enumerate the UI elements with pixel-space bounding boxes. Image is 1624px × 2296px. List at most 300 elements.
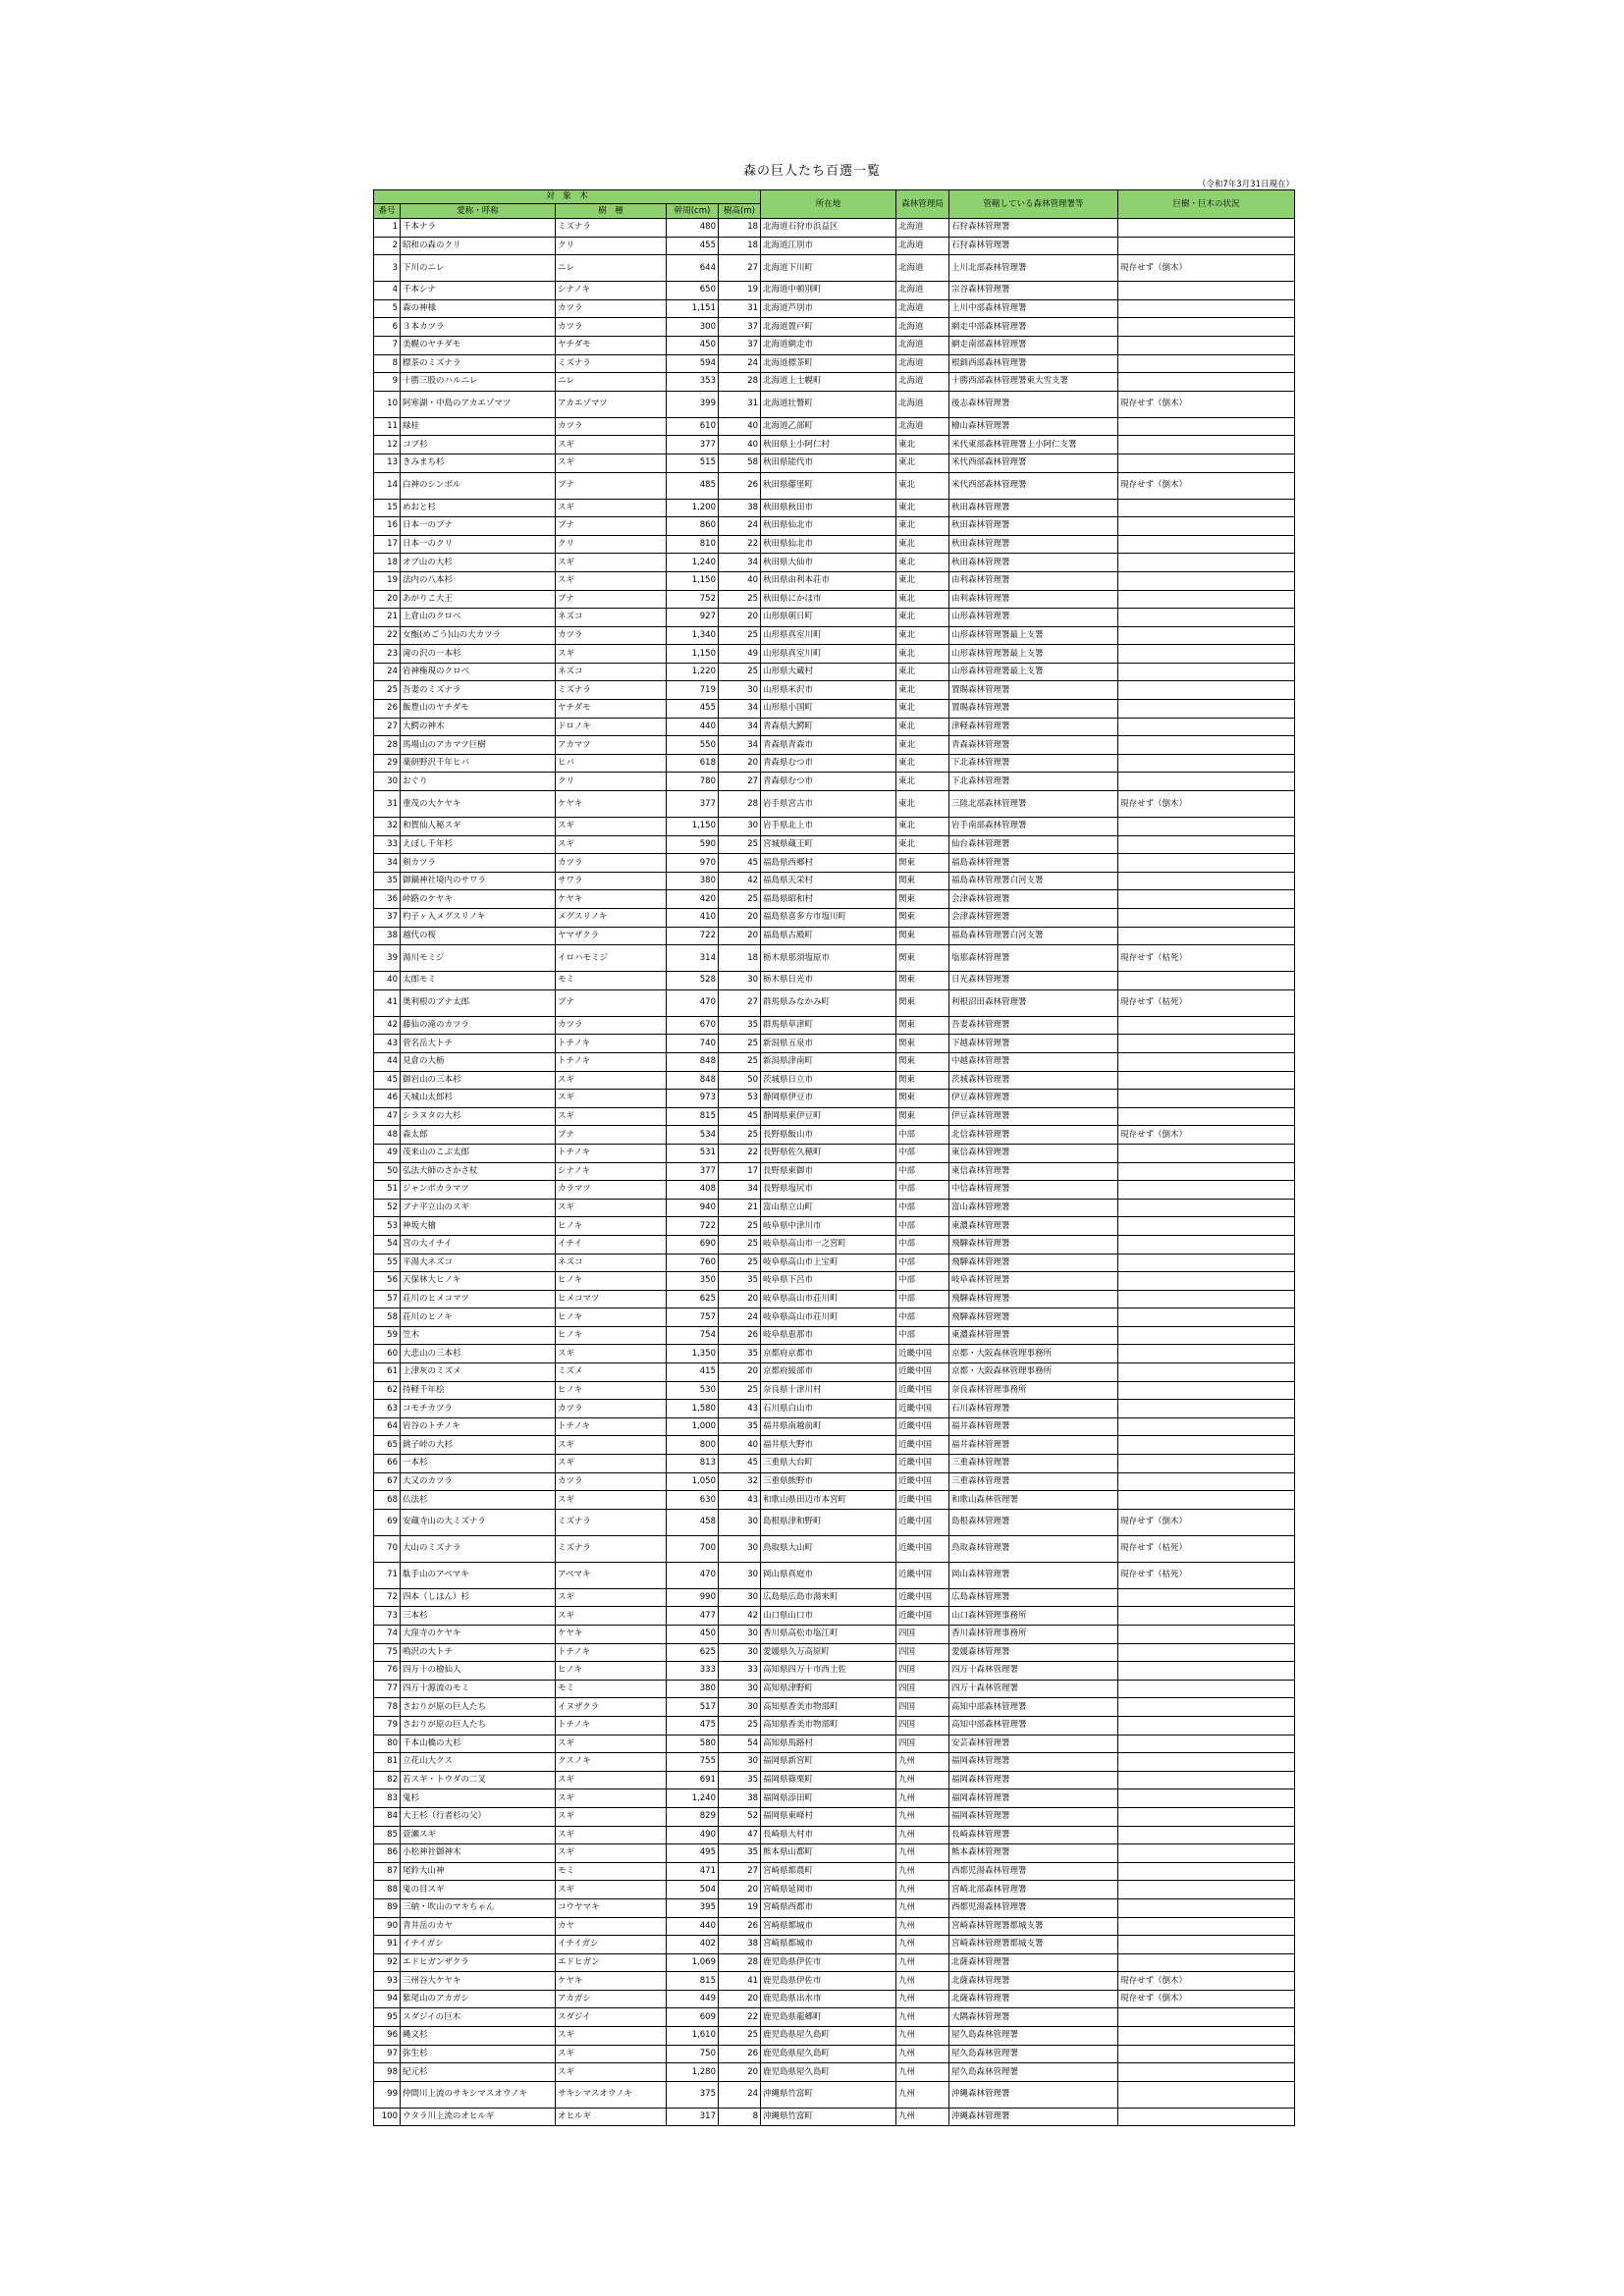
cell-bureau: 関東 bbox=[896, 872, 949, 890]
cell-species: トチノキ bbox=[556, 1035, 667, 1053]
cell-office: 塩那森林管理署 bbox=[949, 945, 1118, 972]
cell-girth: 470 bbox=[667, 1562, 719, 1588]
cell-office: 秋田森林管理署 bbox=[949, 554, 1118, 572]
cell-bureau: 中部 bbox=[896, 1181, 949, 1200]
cell-no: 40 bbox=[374, 972, 401, 990]
cell-name: イチイガシ bbox=[401, 1936, 556, 1954]
cell-location: 福井県大野市 bbox=[761, 1436, 896, 1455]
cell-location: 鳥取県大山町 bbox=[761, 1535, 896, 1562]
cell-species: ヒノキ bbox=[556, 1308, 667, 1327]
cell-name: 奥利根のブナ太郎 bbox=[401, 989, 556, 1016]
cell-girth: 490 bbox=[667, 1826, 719, 1844]
cell-status bbox=[1118, 354, 1295, 373]
cell-name: 杓子ヶ入メグスリノキ bbox=[401, 909, 556, 928]
cell-no: 7 bbox=[374, 336, 401, 354]
table-row bbox=[374, 1807, 1295, 1826]
cell-no: 25 bbox=[374, 681, 401, 700]
cell-name: きみまち杉 bbox=[401, 454, 556, 472]
cell-species: ブナ bbox=[556, 1126, 667, 1145]
cell-location: 青森県むつ市 bbox=[761, 773, 896, 791]
cell-species: ネズコ bbox=[556, 609, 667, 627]
cell-no: 76 bbox=[374, 1662, 401, 1681]
table-row bbox=[374, 872, 1295, 890]
cell-location: 奈良県十津川村 bbox=[761, 1381, 896, 1400]
cell-office: 米代東部森林管理署上小阿仁支署 bbox=[949, 436, 1118, 454]
cell-office: 福井森林管理署 bbox=[949, 1417, 1118, 1436]
cell-height: 28 bbox=[719, 1953, 761, 1972]
cell-office: 鳥取森林管理署 bbox=[949, 1535, 1118, 1562]
cell-species: ヒメコマツ bbox=[556, 1290, 667, 1308]
cell-no: 31 bbox=[374, 791, 401, 818]
cell-species: カツラ bbox=[556, 318, 667, 337]
table-row bbox=[374, 454, 1295, 472]
table-row bbox=[374, 2045, 1295, 2063]
cell-office: 下北森林管理署 bbox=[949, 754, 1118, 773]
cell-location: 新潟県津南町 bbox=[761, 1052, 896, 1071]
table-row bbox=[374, 1326, 1295, 1345]
cell-girth: 973 bbox=[667, 1090, 719, 1108]
cell-no: 1 bbox=[374, 219, 401, 238]
cell-no: 35 bbox=[374, 872, 401, 890]
cell-name: 標茶のミズナラ bbox=[401, 354, 556, 373]
cell-location: 岐阜県高山市荘川町 bbox=[761, 1308, 896, 1327]
cell-status bbox=[1118, 554, 1295, 572]
cell-name: コモチカツラ bbox=[401, 1400, 556, 1418]
cell-no: 87 bbox=[374, 1862, 401, 1881]
cell-girth: 722 bbox=[667, 1217, 719, 1236]
cell-status bbox=[1118, 1472, 1295, 1491]
cell-location: 秋田県能代市 bbox=[761, 454, 896, 472]
cell-office: 福島森林管理署白河支署 bbox=[949, 927, 1118, 945]
cell-bureau: 四国 bbox=[896, 1662, 949, 1681]
cell-bureau: 九州 bbox=[896, 1789, 949, 1808]
cell-species: スギ bbox=[556, 1607, 667, 1626]
table-row bbox=[374, 1107, 1295, 1126]
cell-height: 22 bbox=[719, 535, 761, 554]
cell-location: 山形県米沢市 bbox=[761, 681, 896, 700]
cell-girth: 449 bbox=[667, 1990, 719, 2008]
cell-bureau: 関東 bbox=[896, 972, 949, 990]
cell-bureau: 九州 bbox=[896, 1771, 949, 1789]
cell-name: 千本シナ bbox=[401, 282, 556, 300]
cell-name: 剣カツラ bbox=[401, 854, 556, 873]
cell-height: 30 bbox=[719, 1535, 761, 1562]
cell-species: トチノキ bbox=[556, 1716, 667, 1735]
cell-girth: 848 bbox=[667, 1052, 719, 1071]
table-row bbox=[374, 237, 1295, 255]
cell-species: ヒノキ bbox=[556, 1381, 667, 1400]
cell-no: 5 bbox=[374, 299, 401, 318]
cell-girth: 450 bbox=[667, 1626, 719, 1644]
cell-office: 茨城森林管理署 bbox=[949, 1071, 1118, 1090]
cell-status bbox=[1118, 2027, 1295, 2046]
cell-bureau: 中部 bbox=[896, 1235, 949, 1254]
cell-girth: 625 bbox=[667, 1643, 719, 1662]
table-row bbox=[374, 318, 1295, 337]
cell-name: 岩谷のトチノキ bbox=[401, 1417, 556, 1436]
cell-bureau: 東北 bbox=[896, 645, 949, 664]
cell-status bbox=[1118, 1217, 1295, 1236]
cell-bureau: 東北 bbox=[896, 835, 949, 854]
cell-girth: 470 bbox=[667, 989, 719, 1016]
cell-height: 35 bbox=[719, 1844, 761, 1863]
cell-species: クスノキ bbox=[556, 1753, 667, 1772]
cell-bureau: 東北 bbox=[896, 791, 949, 818]
cell-name: おぐり bbox=[401, 773, 556, 791]
cell-office: 山形森林管理署最上支署 bbox=[949, 626, 1118, 645]
cell-girth: 670 bbox=[667, 1016, 719, 1035]
cell-location: 愛媛県久万高原町 bbox=[761, 1643, 896, 1662]
cell-no: 54 bbox=[374, 1235, 401, 1254]
cell-species: カツラ bbox=[556, 1016, 667, 1035]
cell-location: 福島県天栄村 bbox=[761, 872, 896, 890]
cell-bureau: 九州 bbox=[896, 1807, 949, 1826]
cell-location: 福岡県新宮町 bbox=[761, 1753, 896, 1772]
cell-species: ミズメ bbox=[556, 1363, 667, 1382]
cell-species: クリ bbox=[556, 773, 667, 791]
cell-status bbox=[1118, 2081, 1295, 2108]
cell-girth: 480 bbox=[667, 219, 719, 238]
cell-bureau: 九州 bbox=[896, 2045, 949, 2063]
cell-office: 京都・大阪森林管理事務所 bbox=[949, 1345, 1118, 1363]
table-row bbox=[374, 1381, 1295, 1400]
table-row bbox=[374, 1199, 1295, 1217]
header-row-top bbox=[374, 190, 1295, 204]
cell-height: 47 bbox=[719, 1826, 761, 1844]
cell-girth: 1,610 bbox=[667, 2027, 719, 2046]
cell-status bbox=[1118, 1844, 1295, 1863]
cell-girth: 408 bbox=[667, 1181, 719, 1200]
cell-species: ヒノキ bbox=[556, 1662, 667, 1681]
cell-office: 津軽森林管理署 bbox=[949, 718, 1118, 736]
cell-location: 福島県古殿町 bbox=[761, 927, 896, 945]
cell-status bbox=[1118, 590, 1295, 609]
cell-office: 四万十森林管理署 bbox=[949, 1680, 1118, 1698]
cell-name: 馬場山のアカマツ巨樹 bbox=[401, 736, 556, 755]
cell-height: 34 bbox=[719, 554, 761, 572]
cell-office: 秋田森林管理署 bbox=[949, 535, 1118, 554]
cell-girth: 377 bbox=[667, 436, 719, 454]
table-row bbox=[374, 1562, 1295, 1588]
cell-status bbox=[1118, 1862, 1295, 1881]
cell-bureau: 近畿中国 bbox=[896, 1607, 949, 1626]
cell-girth: 380 bbox=[667, 872, 719, 890]
cell-bureau: 近畿中国 bbox=[896, 1455, 949, 1473]
cell-name: 湯川モミジ bbox=[401, 945, 556, 972]
cell-name: 阿寒湖・中島のアカエゾマツ bbox=[401, 391, 556, 417]
cell-species: ブナ bbox=[556, 590, 667, 609]
cell-species: イロハモミジ bbox=[556, 945, 667, 972]
cell-no: 93 bbox=[374, 1972, 401, 1991]
cell-bureau: 東北 bbox=[896, 499, 949, 517]
cell-name: 滝の沢の一本杉 bbox=[401, 645, 556, 664]
table-row bbox=[374, 1217, 1295, 1236]
cell-girth: 333 bbox=[667, 1662, 719, 1681]
cell-office: 石狩森林管理署 bbox=[949, 219, 1118, 238]
cell-office: 高知中部森林管理署 bbox=[949, 1698, 1118, 1717]
cell-height: 19 bbox=[719, 282, 761, 300]
cell-species: スギ bbox=[556, 2027, 667, 2046]
cell-name: 仏法杉 bbox=[401, 1491, 556, 1510]
cell-no: 46 bbox=[374, 1090, 401, 1108]
table-row bbox=[374, 354, 1295, 373]
cell-name: 藤仙の滝のカツラ bbox=[401, 1016, 556, 1035]
cell-species: トチノキ bbox=[556, 1417, 667, 1436]
cell-location: 栃木県日光市 bbox=[761, 972, 896, 990]
cell-office: 利根沼田森林管理署 bbox=[949, 989, 1118, 1016]
cell-no: 68 bbox=[374, 1491, 401, 1510]
cell-office: 会津森林管理署 bbox=[949, 909, 1118, 928]
cell-office: 三重森林管理署 bbox=[949, 1472, 1118, 1491]
cell-location: 秋田県秋田市 bbox=[761, 499, 896, 517]
cell-status bbox=[1118, 1491, 1295, 1510]
cell-office: 東濃森林管理署 bbox=[949, 1326, 1118, 1345]
cell-no: 42 bbox=[374, 1016, 401, 1035]
cell-location: 鹿児島県伊佐市 bbox=[761, 1972, 896, 1991]
cell-status bbox=[1118, 1607, 1295, 1626]
cell-species: スギ bbox=[556, 2045, 667, 2063]
table-row bbox=[374, 1290, 1295, 1308]
cell-status: 現存せず（倒木） bbox=[1118, 1990, 1295, 2008]
cell-bureau: 九州 bbox=[896, 1881, 949, 1899]
cell-status bbox=[1118, 336, 1295, 354]
cell-girth: 625 bbox=[667, 1290, 719, 1308]
cell-height: 20 bbox=[719, 909, 761, 928]
cell-location: 岐阜県高山市一之宮町 bbox=[761, 1235, 896, 1254]
cell-bureau: 近畿中国 bbox=[896, 1381, 949, 1400]
cell-species: ドロノキ bbox=[556, 718, 667, 736]
cell-status bbox=[1118, 1898, 1295, 1917]
cell-name: 一本杉 bbox=[401, 1455, 556, 1473]
cell-name: 仲間川上流のサキシマスオウノキ bbox=[401, 2081, 556, 2108]
cell-name: 太郎モミ bbox=[401, 972, 556, 990]
cell-location: 北海道置戸町 bbox=[761, 318, 896, 337]
cell-location: 福島県昭和村 bbox=[761, 890, 896, 909]
cell-bureau: 関東 bbox=[896, 1090, 949, 1108]
table-row bbox=[374, 517, 1295, 536]
cell-status bbox=[1118, 773, 1295, 791]
table-row bbox=[374, 645, 1295, 664]
table-row bbox=[374, 1862, 1295, 1881]
table-row bbox=[374, 1455, 1295, 1473]
cell-location: 長野県東御市 bbox=[761, 1162, 896, 1181]
cell-location: 岩手県宮古市 bbox=[761, 791, 896, 818]
cell-no: 83 bbox=[374, 1789, 401, 1808]
cell-species: スギ bbox=[556, 1071, 667, 1090]
cell-no: 29 bbox=[374, 754, 401, 773]
cell-no: 26 bbox=[374, 700, 401, 719]
cell-no: 13 bbox=[374, 454, 401, 472]
cell-no: 43 bbox=[374, 1035, 401, 1053]
header-status: 巨樹・巨木の状況 bbox=[1118, 190, 1295, 219]
cell-height: 34 bbox=[719, 1181, 761, 1200]
cell-bureau: 近畿中国 bbox=[896, 1562, 949, 1588]
cell-status bbox=[1118, 1162, 1295, 1181]
cell-bureau: 中部 bbox=[896, 1326, 949, 1345]
cell-office: 米代西部森林管理署 bbox=[949, 472, 1118, 499]
cell-no: 44 bbox=[374, 1052, 401, 1071]
cell-height: 27 bbox=[719, 255, 761, 282]
cell-office: 置賜森林管理署 bbox=[949, 681, 1118, 700]
table-row bbox=[374, 1345, 1295, 1363]
cell-bureau: 近畿中国 bbox=[896, 1491, 949, 1510]
cell-status bbox=[1118, 626, 1295, 645]
cell-bureau: 北海道 bbox=[896, 318, 949, 337]
cell-office: 山口森林管理事務所 bbox=[949, 1607, 1118, 1626]
cell-bureau: 中部 bbox=[896, 1272, 949, 1291]
cell-bureau: 九州 bbox=[896, 1898, 949, 1917]
cell-status bbox=[1118, 1308, 1295, 1327]
cell-bureau: 関東 bbox=[896, 1052, 949, 1071]
cell-name: 安蔵寺山の大ミズナラ bbox=[401, 1509, 556, 1535]
cell-girth: 594 bbox=[667, 354, 719, 373]
cell-species: モミ bbox=[556, 1862, 667, 1881]
cell-name: オブ山の大杉 bbox=[401, 554, 556, 572]
table-row bbox=[374, 736, 1295, 755]
cell-office: 京都・大阪森林管理事務所 bbox=[949, 1363, 1118, 1382]
cell-height: 50 bbox=[719, 1071, 761, 1090]
cell-name: 鬼杉 bbox=[401, 1789, 556, 1808]
cell-no: 33 bbox=[374, 835, 401, 854]
cell-location: 群馬県草津町 bbox=[761, 1016, 896, 1035]
cell-office: 後志森林管理署 bbox=[949, 391, 1118, 417]
cell-status bbox=[1118, 1881, 1295, 1899]
table-row bbox=[374, 626, 1295, 645]
cell-office: 飛騨森林管理署 bbox=[949, 1290, 1118, 1308]
cell-height: 53 bbox=[719, 1090, 761, 1108]
cell-species: トチノキ bbox=[556, 1052, 667, 1071]
cell-girth: 752 bbox=[667, 590, 719, 609]
cell-height: 20 bbox=[719, 1990, 761, 2008]
cell-office: 奈良森林管理事務所 bbox=[949, 1381, 1118, 1400]
cell-name: 小松神社御神木 bbox=[401, 1844, 556, 1863]
cell-office: 東濃森林管理署 bbox=[949, 1217, 1118, 1236]
cell-location: 福岡県篠栗町 bbox=[761, 1771, 896, 1789]
cell-bureau: 九州 bbox=[896, 2108, 949, 2126]
cell-name: えぼし千年杉 bbox=[401, 835, 556, 854]
cell-species: スギ bbox=[556, 1807, 667, 1826]
cell-bureau: 近畿中国 bbox=[896, 1400, 949, 1418]
header-location: 所在地 bbox=[761, 190, 896, 219]
cell-girth: 700 bbox=[667, 1535, 719, 1562]
cell-status bbox=[1118, 1345, 1295, 1363]
cell-office: 山形森林管理署最上支署 bbox=[949, 663, 1118, 681]
table-row bbox=[374, 1254, 1295, 1272]
cell-status bbox=[1118, 535, 1295, 554]
cell-no: 28 bbox=[374, 736, 401, 755]
cell-name: 越代の桜 bbox=[401, 927, 556, 945]
cell-girth: 722 bbox=[667, 927, 719, 945]
table-row bbox=[374, 1588, 1295, 1607]
cell-location: 岐阜県下呂市 bbox=[761, 1272, 896, 1291]
cell-species: ミズナラ bbox=[556, 219, 667, 238]
cell-status bbox=[1118, 927, 1295, 945]
cell-location: 鹿児島県伊佐市 bbox=[761, 1953, 896, 1972]
table-row bbox=[374, 373, 1295, 392]
cell-location: 秋田県大仙市 bbox=[761, 554, 896, 572]
cell-girth: 300 bbox=[667, 318, 719, 337]
cell-height: 18 bbox=[719, 219, 761, 238]
cell-location: 岡山県真庭市 bbox=[761, 1562, 896, 1588]
cell-location: 北海道標茶町 bbox=[761, 354, 896, 373]
table-row bbox=[374, 1735, 1295, 1753]
table-row bbox=[374, 2063, 1295, 2082]
cell-name: 青井岳のカヤ bbox=[401, 1917, 556, 1936]
cell-bureau: 東北 bbox=[896, 718, 949, 736]
table-row bbox=[374, 299, 1295, 318]
cell-status bbox=[1118, 1071, 1295, 1090]
cell-status bbox=[1118, 373, 1295, 392]
cell-status bbox=[1118, 1363, 1295, 1382]
cell-name: 女甑(めごう)山の大カツラ bbox=[401, 626, 556, 645]
cell-bureau: 近畿中国 bbox=[896, 1417, 949, 1436]
table-row bbox=[374, 609, 1295, 627]
cell-location: 新潟県五泉市 bbox=[761, 1035, 896, 1053]
cell-bureau: 東北 bbox=[896, 535, 949, 554]
cell-species: アベマキ bbox=[556, 1562, 667, 1588]
cell-bureau: 九州 bbox=[896, 2008, 949, 2027]
cell-girth: 750 bbox=[667, 2045, 719, 2063]
cell-location: 京都府京都市 bbox=[761, 1345, 896, 1363]
cell-name: 上津灰のミズメ bbox=[401, 1363, 556, 1382]
table-row bbox=[374, 818, 1295, 836]
cell-location: 山形県真室川町 bbox=[761, 645, 896, 664]
cell-name: 美幌のヤチダモ bbox=[401, 336, 556, 354]
cell-height: 24 bbox=[719, 2081, 761, 2108]
cell-location: 長野県塩尻市 bbox=[761, 1181, 896, 1200]
cell-no: 6 bbox=[374, 318, 401, 337]
table-row bbox=[374, 1035, 1295, 1053]
cell-species: スギ bbox=[556, 1789, 667, 1808]
cell-name: 弥生杉 bbox=[401, 2045, 556, 2063]
cell-status bbox=[1118, 1090, 1295, 1108]
cell-office: 岡山森林管理署 bbox=[949, 1562, 1118, 1588]
cell-girth: 580 bbox=[667, 1735, 719, 1753]
cell-name: さおりが原の巨人たち bbox=[401, 1698, 556, 1717]
cell-location: 高知県香美市物部町 bbox=[761, 1698, 896, 1717]
cell-height: 38 bbox=[719, 499, 761, 517]
cell-no: 57 bbox=[374, 1290, 401, 1308]
cell-status bbox=[1118, 1917, 1295, 1936]
cell-office: 青森森林管理署 bbox=[949, 736, 1118, 755]
cell-height: 25 bbox=[719, 663, 761, 681]
cell-location: 鹿児島県屋久島町 bbox=[761, 2027, 896, 2046]
cell-status bbox=[1118, 1662, 1295, 1681]
cell-species: スギ bbox=[556, 1491, 667, 1510]
cell-no: 91 bbox=[374, 1936, 401, 1954]
cell-status bbox=[1118, 436, 1295, 454]
cell-location: 山形県大蔵村 bbox=[761, 663, 896, 681]
cell-bureau: 中部 bbox=[896, 1254, 949, 1272]
cell-height: 25 bbox=[719, 1035, 761, 1053]
cell-location: 北海道壮瞥町 bbox=[761, 391, 896, 417]
cell-species: トチノキ bbox=[556, 1643, 667, 1662]
cell-office: 石川森林管理署 bbox=[949, 1400, 1118, 1418]
cell-girth: 377 bbox=[667, 791, 719, 818]
cell-location: 北海道江別市 bbox=[761, 237, 896, 255]
cell-girth: 458 bbox=[667, 1509, 719, 1535]
cell-girth: 618 bbox=[667, 754, 719, 773]
table-row bbox=[374, 1417, 1295, 1436]
header-species: 樹 種 bbox=[556, 204, 667, 219]
cell-bureau: 東北 bbox=[896, 472, 949, 499]
cell-name: 茂来山のこぶ太郎 bbox=[401, 1144, 556, 1162]
header-no: 番号 bbox=[374, 204, 401, 219]
cell-location: 岩手県北上市 bbox=[761, 818, 896, 836]
cell-species: スギ bbox=[556, 2063, 667, 2082]
table-row bbox=[374, 1535, 1295, 1562]
cell-girth: 440 bbox=[667, 1917, 719, 1936]
